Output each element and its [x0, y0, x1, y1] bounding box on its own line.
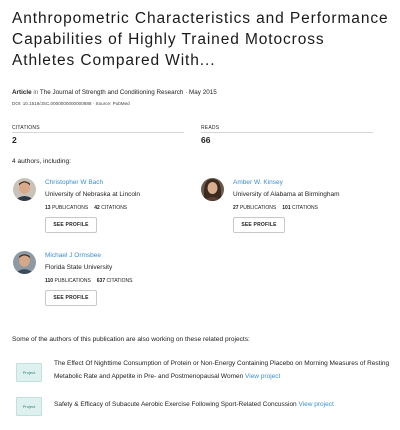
author-card [13, 178, 193, 238]
author-institution: University of Nebraska at Lincoln [45, 191, 141, 198]
author-name[interactable]: Michael J Ormsbee [45, 252, 101, 259]
see-profile-button[interactable]: SEE PROFILE [45, 217, 97, 233]
doi-line: DOI: 10.1519/JSC.0000000000000888 · Source: PubMed [12, 101, 130, 106]
authors-heading: 4 authors, including: [12, 158, 72, 165]
project-item [54, 358, 394, 383]
author-stats: 27 PUBLICATIONS 101 CITATIONS [233, 205, 318, 211]
avatar[interactable] [201, 178, 224, 201]
view-project-link[interactable]: View project [298, 401, 334, 408]
citations-label: CITATIONS [12, 125, 40, 131]
publication-date: May 2015 [189, 89, 217, 96]
reads-label: READS [201, 125, 220, 131]
see-profile-button[interactable]: SEE PROFILE [45, 290, 97, 306]
journal-name[interactable]: The Journal of Strength and Conditioning Research [39, 89, 184, 96]
author-name[interactable]: Christopher W Bach [45, 179, 104, 186]
paper-meta: Article in The Journal of Strength and Conditioning Research · May 2015 [12, 89, 217, 96]
avatar[interactable] [13, 251, 36, 274]
author-institution: Florida State University [45, 264, 113, 271]
article-type: Article [12, 89, 32, 96]
reads-divider [201, 132, 373, 133]
author-stats: 13 PUBLICATIONS 42 CITATIONS [45, 205, 128, 211]
author-card [13, 251, 193, 311]
reads-count: 66 [201, 135, 211, 145]
project-item [54, 399, 394, 412]
see-profile-button[interactable]: SEE PROFILE [233, 217, 285, 233]
citations-count: 2 [12, 135, 17, 145]
in-word: in [33, 89, 39, 96]
avatar[interactable] [13, 178, 36, 201]
author-stats: 110 PUBLICATIONS 637 CITATIONS [45, 278, 133, 284]
project-badge: Project [16, 363, 42, 382]
project-title: The Effect Of Nighttime Consumption of Protein or Non-Energy Containing Placebo on Morning Measures of Resting Metabolic Rate and Appetite in Pre- and Postmenopausal Women [54, 360, 390, 380]
citations-divider [12, 132, 184, 133]
view-project-link[interactable]: View project [245, 372, 281, 380]
author-card [201, 178, 381, 238]
project-badge: Project [16, 397, 42, 416]
project-title: Safety & Efficacy of Subacute Aerobic Exercise Following Sport-Related Concussion [54, 401, 297, 408]
paper-title: Anthropometric Characteristics and Performance Capabilities of Highly Trained Motocross Athletes Compared With... [12, 10, 389, 69]
author-name[interactable]: Amber W. Kinsey [233, 179, 283, 186]
related-projects-heading: Some of the authors of this publication are also working on these related projects: [12, 336, 250, 343]
author-institution: University of Alabama at Birmingham [233, 191, 340, 198]
